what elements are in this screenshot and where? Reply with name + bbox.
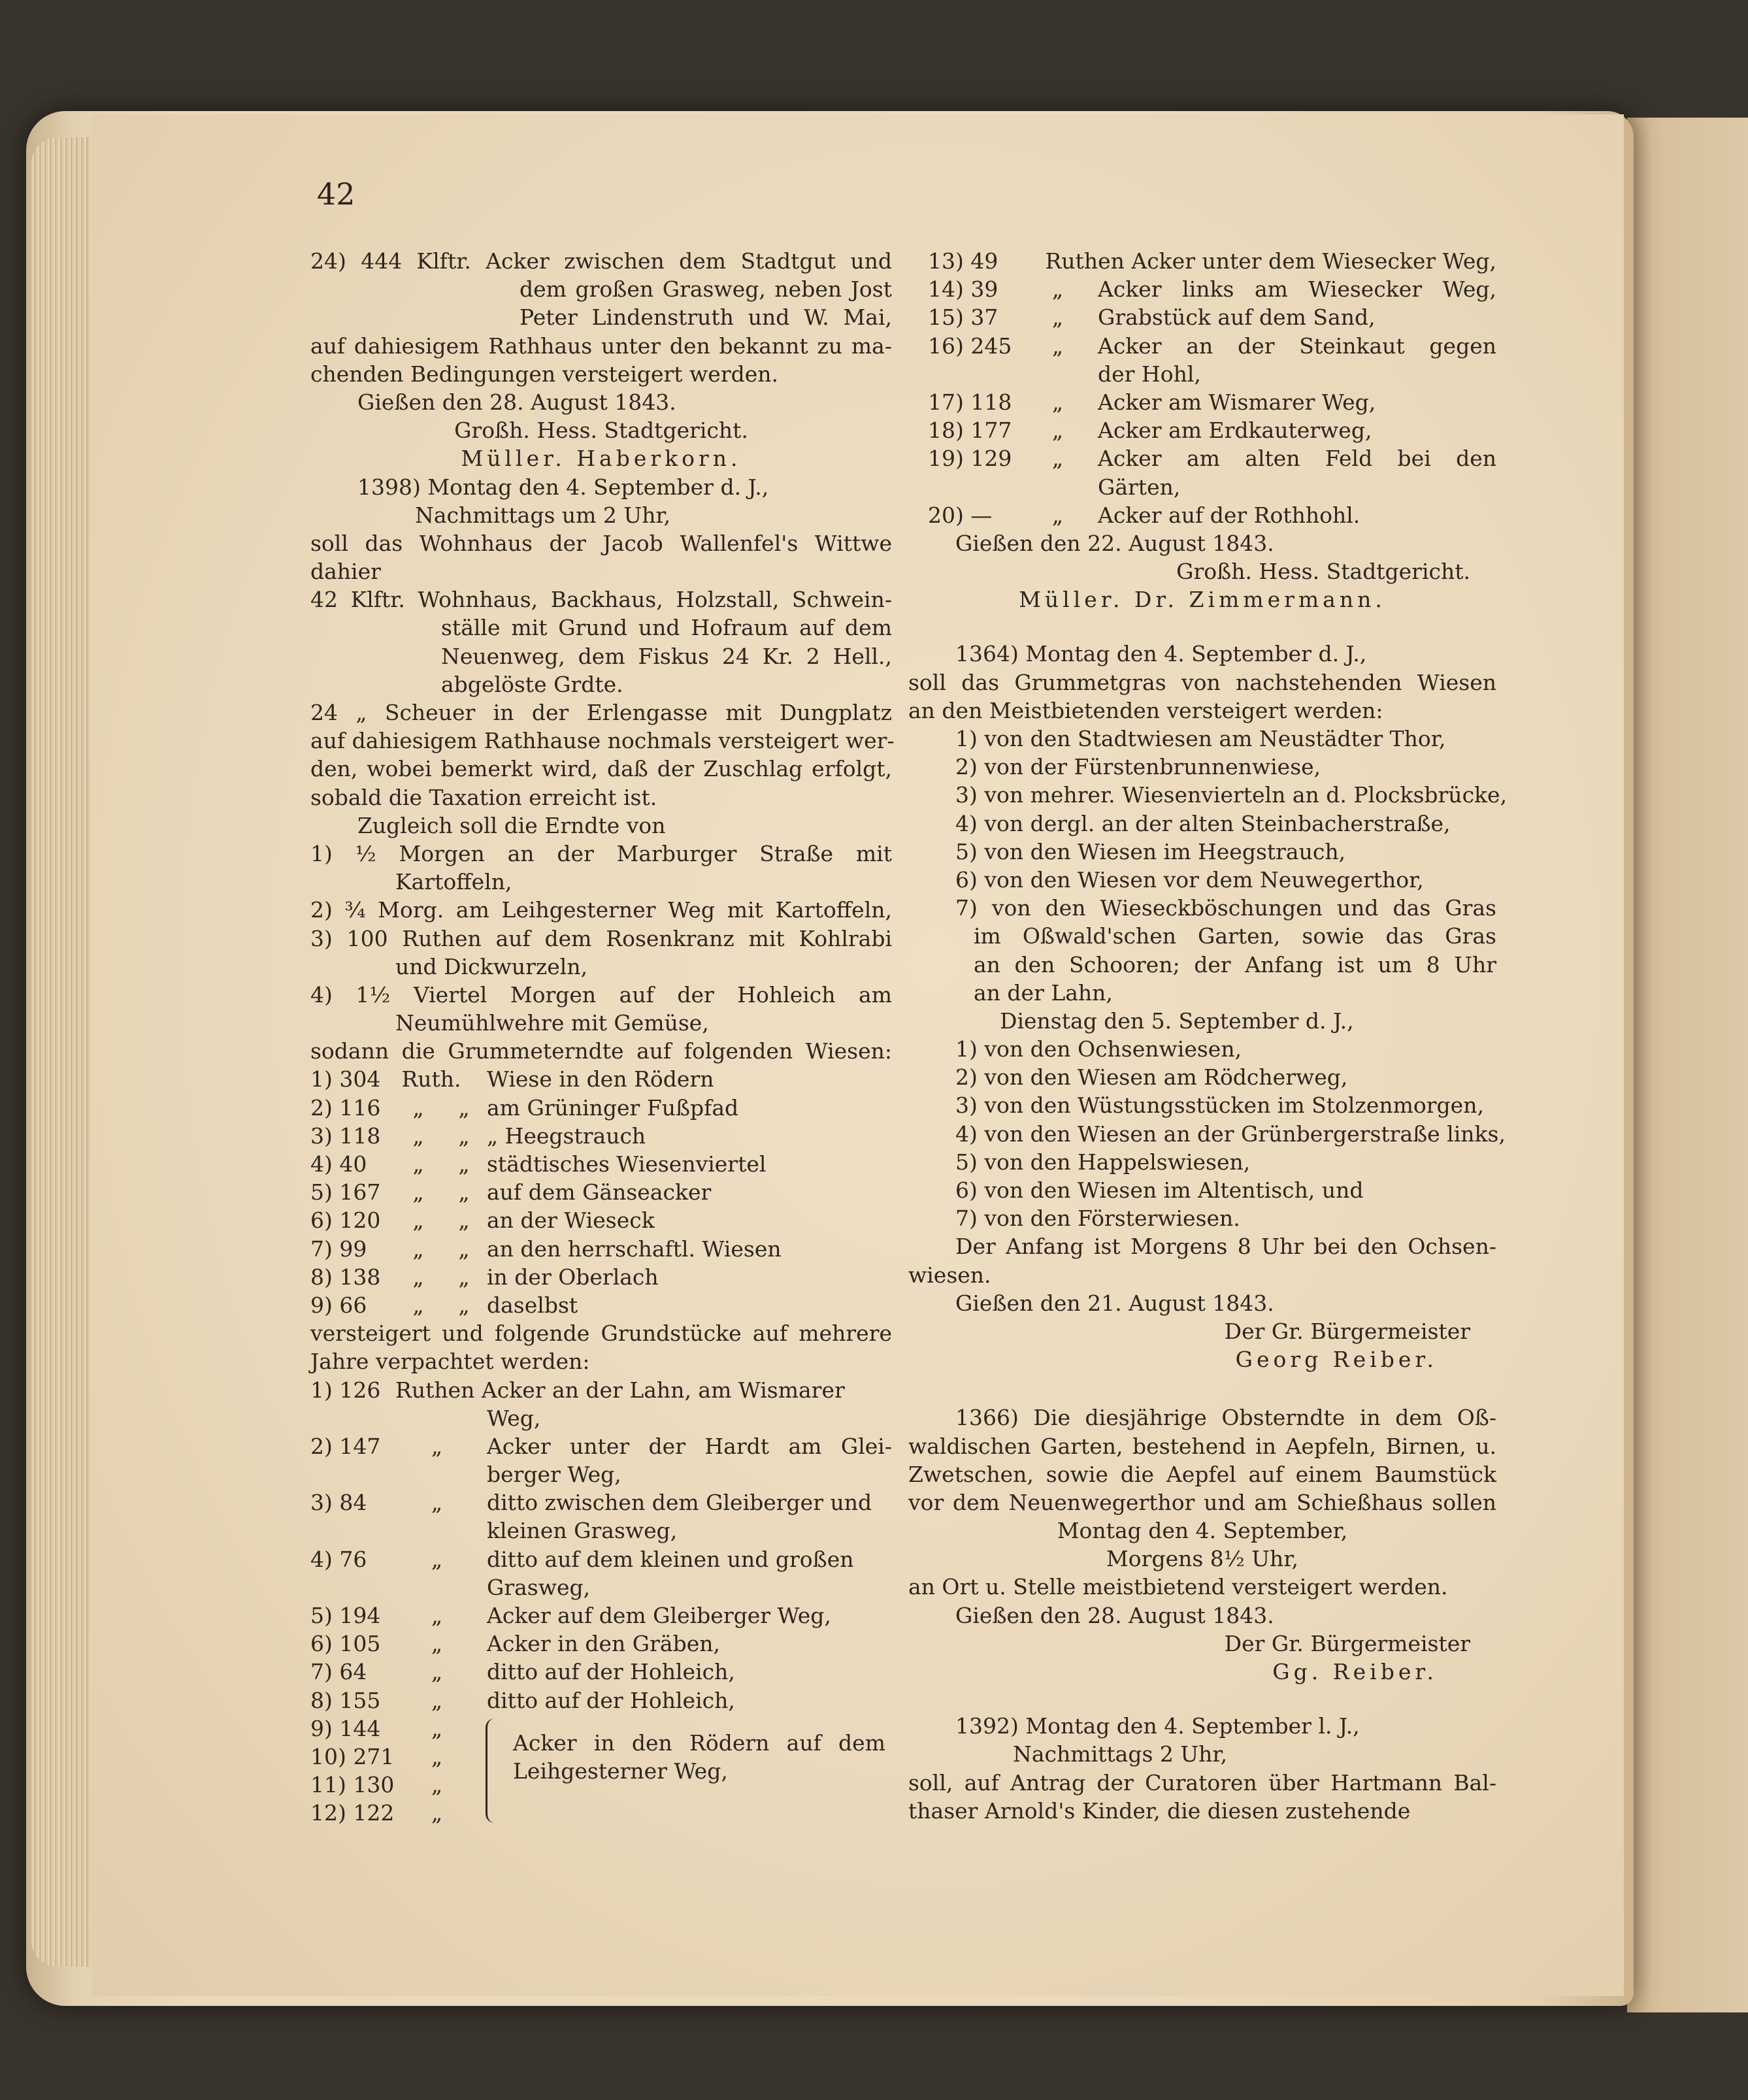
list-item: 4) von den Wiesen an der Grünbergerstraße links, xyxy=(955,1121,1506,1147)
list-item xyxy=(310,1065,892,1093)
list-item xyxy=(310,1545,892,1573)
item-text: Wiese in den Rödern xyxy=(487,1066,714,1092)
text-line: den, wobei bemerkt wird, daß der Zuschlag erfolgt, xyxy=(310,756,892,782)
item-number: 4) 40 xyxy=(310,1151,367,1177)
list-item xyxy=(928,444,1496,472)
item-text-cont: kleinen Grasweg, xyxy=(487,1518,678,1544)
list-item xyxy=(310,1178,892,1206)
item-ditto: „ xyxy=(1052,389,1064,415)
item-ditto: „ xyxy=(458,1151,470,1177)
item-ditto: „ xyxy=(458,1123,470,1149)
list-item xyxy=(310,1630,892,1658)
item-text: ditto auf der Hohleich, xyxy=(487,1659,735,1685)
item-ditto: „ xyxy=(1052,276,1064,303)
item-number: 8) 155 xyxy=(310,1687,381,1713)
text-line: ställe mit Grund und Hofraum auf dem xyxy=(441,615,892,641)
item-ditto: „ xyxy=(412,1094,424,1121)
item-ditto: „ xyxy=(431,1800,443,1826)
list-item xyxy=(310,1488,892,1517)
text-line: chenden Bedingungen versteigert werden. xyxy=(310,361,779,387)
item-text: an den herrschaftl. Wiesen xyxy=(487,1236,782,1262)
item-text: städtisches Wiesenviertel xyxy=(487,1151,767,1177)
item-number: 6) 120 xyxy=(310,1207,381,1234)
item-number: 2) 116 xyxy=(310,1094,381,1121)
text-line: 24) 444 Klftr. Acker zwischen dem Stadtgut und xyxy=(310,248,892,274)
notice-date: Gießen den 21. August 1843. xyxy=(955,1290,1274,1316)
item-text: „ Heegstrauch xyxy=(487,1123,646,1149)
item-number: 12) 122 xyxy=(310,1800,395,1826)
text-line: Jahre verpachtet werden: xyxy=(310,1349,590,1375)
notice-heading: 1392) Montag den 4. September l. J., xyxy=(955,1713,1360,1739)
list-item xyxy=(310,1432,892,1460)
text-line: sobald die Taxation erreicht ist. xyxy=(310,784,657,810)
list-item xyxy=(310,1206,892,1234)
page-stack-edges xyxy=(31,137,93,1967)
signature-name: Georg Reiber. xyxy=(1235,1347,1438,1373)
list-item xyxy=(310,1235,892,1263)
item-ditto: „ xyxy=(412,1151,424,1177)
item-text: in der Oberlach xyxy=(487,1264,659,1290)
item-text-cont: berger Weg, xyxy=(487,1462,621,1488)
item-text: Acker auf der Rothhohl. xyxy=(1098,502,1360,528)
notice-24-intro xyxy=(310,247,892,473)
text-line: vor dem Neuenwegerthor und am Schießhaus sollen xyxy=(908,1489,1496,1515)
text-line: Neumühlwehre mit Gemüse, xyxy=(395,1010,709,1036)
text-line: auf dahiesigem Rathhaus unter den bekannt zu ma- xyxy=(310,333,892,359)
list-item xyxy=(310,1799,892,1827)
text-line: 2) ¾ Morg. am Leihgesterner Weg mit Kartoffeln, xyxy=(310,897,892,923)
text-line: 4) 1½ Viertel Morgen auf der Hohleich am xyxy=(310,981,892,1008)
list-item: 2) von der Fürstenbrunnenwiese, xyxy=(955,754,1321,780)
text-line: Peter Lindenstruth und W. Mai, xyxy=(519,304,892,331)
text-line: an den Meistbietenden versteigert werden: xyxy=(908,697,1383,723)
text-line: Neuenweg, dem Fiskus 24 Kr. 2 Hell., xyxy=(441,643,892,669)
item-ditto: „ xyxy=(412,1123,424,1149)
item-ditto: „ xyxy=(431,1743,443,1769)
item-number: 5) 167 xyxy=(310,1179,381,1206)
item-number: 3) 84 xyxy=(310,1490,367,1516)
item-number: 9) 66 xyxy=(310,1292,367,1318)
item-ditto: „ xyxy=(412,1179,424,1206)
list-item: 3) von mehrer. Wiesenvierteln an d. Plocksbrücke, xyxy=(955,782,1508,808)
list-item: 1) von den Stadtwiesen am Neustädter Thor, xyxy=(955,726,1446,751)
notice-date: Gießen den 28. August 1843. xyxy=(357,389,676,415)
text-line: sodann die Grummeterndte auf folgenden Wiesen: xyxy=(310,1038,892,1064)
item-ditto: „ xyxy=(431,1631,443,1657)
item-ditto: „ xyxy=(431,1433,443,1459)
text-line: Acker in den Rödern auf dem xyxy=(513,1730,885,1756)
item-text-cont: der Hohl, xyxy=(1098,361,1201,387)
text-line: Leihgesterner Weg, xyxy=(513,1758,728,1784)
text-line: 3) 100 Ruthen auf dem Rosenkranz mit Kohlrabi xyxy=(310,925,892,951)
text-line: soll das Grummetgras von nachstehenden Wiesen xyxy=(908,669,1496,695)
list-item xyxy=(928,332,1496,360)
notice-heading: 1398) Montag den 4. September d. J., xyxy=(357,474,769,500)
list-item xyxy=(310,1150,892,1178)
text-line: soll, auf Antrag der Curatoren über Hartmann Bal- xyxy=(908,1769,1496,1796)
item-number: 7) 99 xyxy=(310,1236,367,1262)
page-number: 42 xyxy=(317,176,355,212)
item-text: Acker am Erdkauterweg, xyxy=(1098,418,1372,444)
text-line: an Ort u. Stelle meistbietend versteigert werden. xyxy=(908,1574,1448,1600)
list-item xyxy=(928,275,1496,303)
list-item: 5) von den Happelswiesen, xyxy=(955,1149,1251,1175)
item-ditto: „ xyxy=(412,1207,424,1234)
notice-1398 xyxy=(310,473,895,1828)
item-number: 11) 130 xyxy=(310,1772,395,1798)
item-ditto: „ xyxy=(431,1715,443,1741)
facing-page-edge xyxy=(1627,118,1748,2012)
item-text: ditto zwischen dem Gleiberger und xyxy=(487,1490,872,1516)
item-text-cont: Gärten, xyxy=(1098,474,1181,500)
item-ditto: „ xyxy=(1052,446,1064,472)
list-item-cont: an der Lahn, xyxy=(974,979,1113,1006)
list-item-cont: im Oßwald'schen Garten, sowie das Gras xyxy=(974,923,1496,949)
item-number: 8) 138 xyxy=(310,1264,381,1290)
list-item-cont: an den Schooren; der Anfang ist um 8 Uhr xyxy=(974,951,1496,977)
item-number: 4) 76 xyxy=(310,1546,367,1572)
item-ditto: „ xyxy=(1052,418,1064,444)
list-item: 3) von den Wüstungsstücken im Stolzenmorgen, xyxy=(955,1092,1484,1119)
signature-title: Der Gr. Bürgermeister xyxy=(1224,1318,1470,1344)
item-text: Acker am alten Feld bei den xyxy=(1098,446,1496,472)
item-ditto: „ xyxy=(431,1546,443,1572)
item-number: 18) 177 xyxy=(928,418,1012,444)
item-number: 14) 39 xyxy=(928,276,998,303)
text-line: 24 „ Scheuer in der Erlengasse mit Dungplatz xyxy=(310,700,892,725)
text-line: Morgens 8½ Uhr, xyxy=(1106,1546,1298,1572)
list-item xyxy=(928,303,1496,331)
item-ditto: „ xyxy=(431,1490,443,1516)
item-ditto xyxy=(467,1065,487,1093)
day-heading: Dienstag den 5. September d. J., xyxy=(1000,1008,1354,1034)
item-ditto: „ xyxy=(458,1094,470,1121)
braced-text xyxy=(513,1729,885,1785)
text-line: thaser Arnold's Kinder, die diesen zustehende xyxy=(908,1797,1411,1824)
item-ditto: „ xyxy=(412,1236,424,1262)
item-number: 3) 118 xyxy=(310,1123,381,1149)
item-ditto: „ xyxy=(458,1292,470,1318)
signatures: Müller. Haberkorn. xyxy=(461,446,742,472)
item-ditto: „ xyxy=(431,1772,443,1798)
signatures: Müller. Dr. Zimmermann. xyxy=(1019,587,1386,613)
court-name: Großh. Hess. Stadtgericht. xyxy=(454,418,748,444)
text-line: wiesen. xyxy=(908,1262,991,1288)
braced-group xyxy=(310,1714,892,1828)
list-item xyxy=(310,1291,892,1319)
text-line: dem großen Grasweg, neben Jost xyxy=(519,276,892,303)
text-line: Nachmittags um 2 Uhr, xyxy=(415,502,671,528)
item-text-cont: Weg, xyxy=(487,1405,541,1431)
item-number: 16) 245 xyxy=(928,333,1012,359)
item-text: Acker an der Steinkaut gegen xyxy=(1098,333,1496,359)
item-number: 6) 105 xyxy=(310,1631,381,1657)
item-ditto: „ xyxy=(458,1236,470,1262)
list-item xyxy=(310,1658,892,1686)
item-ditto: „ xyxy=(431,1603,443,1628)
item-number: 10) 271 xyxy=(310,1743,395,1769)
item-ditto: „ xyxy=(458,1179,470,1206)
item-text: auf dem Gänseacker xyxy=(487,1179,712,1206)
grundstuecke-list xyxy=(310,1376,892,1828)
text-line: dahier xyxy=(310,559,381,585)
notice-heading: 1366) Die diesjährige Obsterndte in dem Oß- xyxy=(955,1405,1496,1431)
text-line: Zwetschen, sowie die Aepfel auf einem Baumstück xyxy=(908,1461,1496,1487)
text-line: 1) ½ Morgen an der Marburger Straße mit xyxy=(310,840,892,866)
item-number: 2) 147 xyxy=(310,1433,381,1459)
text-line: versteigert und folgende Grundstücke auf mehrere xyxy=(310,1321,892,1347)
item-ditto: „ xyxy=(458,1264,470,1290)
item-text: Acker links am Wiesecker Weg, xyxy=(1098,276,1496,303)
item-text: ditto auf dem kleinen und großen xyxy=(487,1546,854,1572)
text-line: auf dahiesigem Rathhause nochmals versteigert wer- xyxy=(310,728,895,754)
item-unit: Ruth. xyxy=(401,1066,461,1092)
item-text: am Grüninger Fußpfad xyxy=(487,1094,739,1121)
item-number: 7) 64 xyxy=(310,1659,367,1685)
right-column xyxy=(908,247,1508,1825)
item-ditto: „ xyxy=(412,1264,424,1290)
list-item: 7) von den Försterwiesen. xyxy=(955,1206,1240,1232)
item-number: 13) 49 xyxy=(928,248,998,274)
item-number: 19) 129 xyxy=(928,446,1012,472)
text-line: Der Anfang ist Morgens 8 Uhr bei den Ochsen- xyxy=(955,1234,1496,1260)
list-item xyxy=(310,1376,892,1404)
wiesen-list xyxy=(310,1065,892,1319)
text-line: 42 Klftr. Wohnhaus, Backhaus, Holzstall, Schwein- xyxy=(310,587,892,613)
item-text: Grabstück auf dem Sand, xyxy=(1098,304,1376,331)
item-text: Acker in den Gräben, xyxy=(487,1631,721,1657)
notice-heading: 1364) Montag den 4. September d. J., xyxy=(955,641,1367,667)
list-item xyxy=(928,388,1496,416)
list-item xyxy=(310,1601,892,1630)
item-text: ditto auf der Hohleich, xyxy=(487,1687,735,1713)
notice-continuation xyxy=(908,247,1496,529)
item-text: daselbst xyxy=(487,1292,578,1318)
item-number: 1) 126 xyxy=(310,1377,381,1403)
item-ditto: „ xyxy=(1052,304,1064,331)
list-item: 2) von den Wiesen am Rödcherweg, xyxy=(955,1064,1348,1091)
item-ditto: „ xyxy=(431,1687,443,1713)
notice-date: Gießen den 28. August 1843. xyxy=(955,1602,1274,1628)
item-number: 17) 118 xyxy=(928,389,1012,415)
signature-name: Gg. Reiber. xyxy=(1272,1659,1438,1684)
text-line: und Dickwurzeln, xyxy=(395,953,588,979)
list-item xyxy=(310,1263,892,1291)
item-ditto: „ xyxy=(458,1207,470,1234)
notice-1366 xyxy=(908,1403,1496,1686)
left-column xyxy=(310,247,895,1828)
text-line: Nachmittags 2 Uhr, xyxy=(1013,1741,1228,1767)
item-number: 9) 144 xyxy=(310,1715,381,1741)
item-text: Acker auf dem Gleiberger Weg, xyxy=(487,1603,831,1628)
item-text: Acker unter der Hardt am Glei- xyxy=(487,1433,892,1459)
list-item xyxy=(310,1686,892,1714)
item-ditto: „ xyxy=(431,1659,443,1685)
notice-date: Gießen den 22. August 1843. xyxy=(955,530,1274,556)
notice-1364 xyxy=(908,640,1508,1373)
list-item xyxy=(310,1122,892,1150)
item-number: 5) 194 xyxy=(310,1603,381,1628)
text-line: Montag den 4. September, xyxy=(1057,1518,1348,1544)
list-item: 1) von den Ochsenwiesen, xyxy=(955,1036,1242,1062)
list-item xyxy=(928,247,1496,275)
item-number: 15) 37 xyxy=(928,304,998,331)
notice-1392 xyxy=(908,1712,1496,1825)
item-ditto: „ xyxy=(1052,333,1064,359)
item-ditto: „ xyxy=(1052,502,1064,528)
list-item: 6) von den Wiesen vor dem Neuwegerthor, xyxy=(955,866,1424,893)
curly-brace xyxy=(486,1718,499,1823)
list-item: 6) von den Wiesen im Altentisch, und xyxy=(955,1177,1364,1203)
list-item xyxy=(928,416,1496,444)
item-text: Acker am Wismarer Weg, xyxy=(1098,389,1376,415)
item-text: an der Wieseck xyxy=(487,1207,655,1234)
item-text: Ruthen Acker unter dem Wiesecker Weg, xyxy=(1045,248,1496,274)
list-item xyxy=(310,1094,892,1122)
text-line: abgelöste Grdte. xyxy=(441,671,623,697)
list-item xyxy=(928,501,1496,529)
text-line: Kartoffeln, xyxy=(395,869,512,895)
item-ditto: „ xyxy=(412,1292,424,1318)
item-text: Ruthen Acker an der Lahn, am Wismarer xyxy=(395,1377,845,1403)
list-item: 4) von dergl. an der alten Steinbacherstraße, xyxy=(955,810,1451,836)
text-line: soll das Wohnhaus der Jacob Wallenfel's Wittwe xyxy=(310,530,892,556)
item-number: 20) — xyxy=(928,502,993,528)
signature-title: Der Gr. Bürgermeister xyxy=(1224,1630,1470,1656)
text-line: waldischen Garten, bestehend in Aepfeln, Birnen, u. xyxy=(908,1433,1496,1459)
court-name: Großh. Hess. Stadtgericht. xyxy=(1176,559,1470,585)
list-item: 7) von den Wieseckböschungen und das Gras xyxy=(955,895,1496,921)
item-text-cont: Grasweg, xyxy=(487,1574,591,1600)
item-number: 1) 304 xyxy=(310,1066,381,1092)
list-item: 5) von den Wiesen im Heegstrauch, xyxy=(955,838,1346,864)
text-line: Zugleich soll die Erndte von xyxy=(357,812,666,838)
